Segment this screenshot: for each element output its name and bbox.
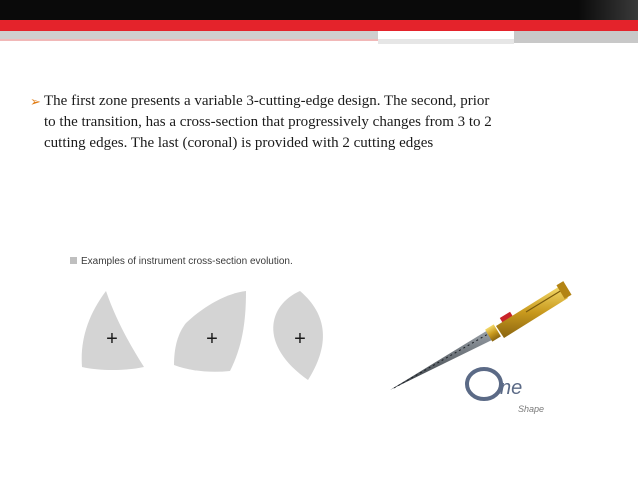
cross-section-center-mark: + (206, 328, 218, 350)
cross-section-center-mark: + (294, 328, 306, 350)
top-red-bar (0, 20, 638, 31)
figure-caption (70, 256, 293, 267)
cross-section-shapes (70, 285, 340, 385)
figure-caption-text: Examples of instrument cross-section evolution. (81, 256, 293, 267)
caption-square-icon (70, 257, 77, 264)
bullet-paragraph (30, 91, 604, 154)
cross-section-figure (62, 250, 582, 450)
top-black-bar-fade (578, 0, 638, 20)
top-grey-bar-right (514, 31, 638, 43)
top-black-bar (0, 0, 638, 20)
bullet-arrow-icon: ➢ (30, 94, 41, 109)
one-shape-logo (462, 360, 572, 420)
top-grey-bar-left (0, 31, 378, 39)
logo-subtitle: Shape (518, 404, 545, 414)
top-pink-line (0, 39, 378, 41)
logo-ne: ne (500, 377, 523, 399)
file-gold-handle (496, 286, 568, 338)
bullet-text: The first zone presents a variable 3-cutting-edge design. The second, prior to the transition, has a cross-section that progressively changes from 3 to 2 cutting edges. The last (coronal) is provided with 2 cutting edges (44, 93, 492, 151)
top-grey-bar-mid (378, 39, 514, 44)
cross-section-center-mark: + (106, 328, 118, 350)
